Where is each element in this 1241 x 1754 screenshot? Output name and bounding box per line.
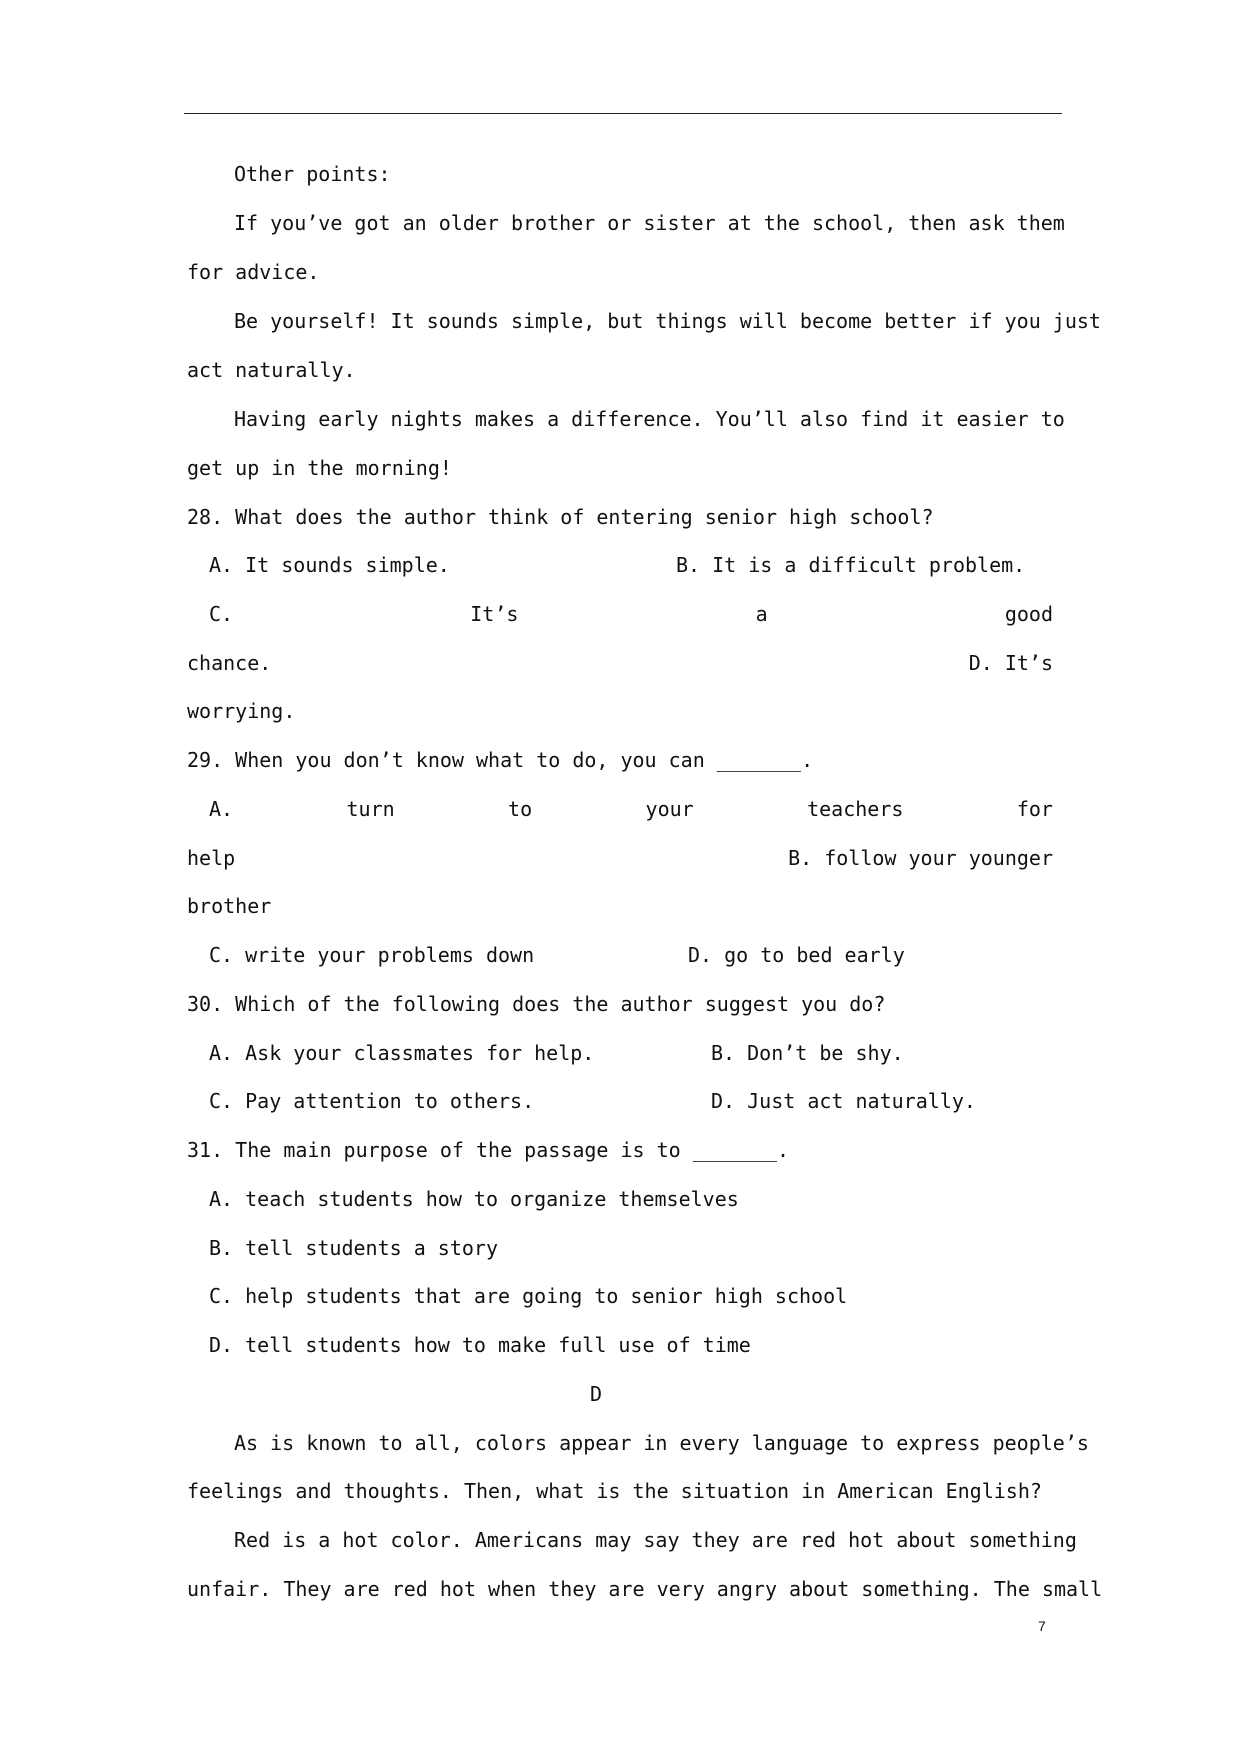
q29-option-c: C. write your problems down — [209, 943, 535, 967]
q28-option-b: B. It is a difficult problem. — [676, 553, 1026, 577]
word: good — [1004, 602, 1053, 626]
paragraph-line: act naturally. — [187, 358, 356, 382]
word: A. — [209, 797, 234, 821]
q29-option-b: B. follow your younger — [788, 846, 1053, 870]
word: C. — [209, 602, 234, 626]
question-30-stem: 30. Which of the following does the author suggest you do? — [187, 992, 886, 1016]
paragraph-line: for advice. — [187, 260, 320, 284]
paragraph-line: As is known to all, colors appear in every language to express people’s — [234, 1431, 1089, 1455]
word: for — [1016, 797, 1053, 821]
paragraph-line: If you’ve got an older brother or sister at the school, then ask them — [234, 211, 1065, 235]
page-number: 7 — [1038, 1618, 1046, 1634]
question-28-stem: 28. What does the author think of entering senior high school? — [187, 505, 934, 529]
q30-option-b: B. Don’t be shy. — [711, 1041, 904, 1065]
q28-option-d: D. It’s — [968, 651, 1053, 675]
word: It’s — [470, 602, 519, 626]
q28-option-c-d-line — [187, 651, 1053, 675]
header-rule — [184, 113, 1062, 114]
q29-option-d: D. go to bed early — [688, 943, 905, 967]
question-29-stem: 29. When you don’t know what to do, you can _______. — [187, 748, 814, 772]
q29-option-b-cont: brother — [187, 894, 272, 918]
section-d-heading: D — [590, 1382, 603, 1406]
q28-option-d-cont: worrying. — [187, 699, 296, 723]
q28-option-a: A. It sounds simple. — [209, 553, 450, 577]
q31-option-a: A. teach students how to organize themselves — [209, 1187, 739, 1211]
q31-option-b: B. tell students a story — [209, 1236, 498, 1260]
word: chance. — [187, 651, 272, 675]
paragraph-line: Red is a hot color. Americans may say they are red hot about something — [234, 1528, 1077, 1552]
word: a — [755, 602, 768, 626]
q30-option-c: C. Pay attention to others. — [209, 1089, 535, 1113]
q29-option-a — [209, 797, 1053, 821]
paragraph-line: feelings and thoughts. Then, what is the situation in American English? — [187, 1479, 1042, 1503]
q28-option-c — [209, 602, 1053, 626]
paragraph-line: unfair. They are red hot when they are very angry about something. The small — [187, 1577, 1103, 1601]
q30-option-d: D. Just act naturally. — [711, 1089, 976, 1113]
word: help — [187, 846, 236, 870]
word: turn — [346, 797, 395, 821]
word: to — [508, 797, 533, 821]
other-points-heading: Other points: — [234, 162, 391, 186]
q29-option-a-b-line — [187, 846, 1053, 870]
paragraph-line: Be yourself! It sounds simple, but things will become better if you just — [234, 309, 1101, 333]
word: your — [645, 797, 694, 821]
q30-option-a: A. Ask your classmates for help. — [209, 1041, 595, 1065]
q31-option-c: C. help students that are going to senior high school — [209, 1284, 848, 1308]
paragraph-line: Having early nights makes a difference. You’ll also find it easier to — [234, 407, 1065, 431]
paragraph-line: get up in the morning! — [187, 456, 452, 480]
word: teachers — [807, 797, 904, 821]
question-31-stem: 31. The main purpose of the passage is to _______. — [187, 1138, 790, 1162]
q31-option-d: D. tell students how to make full use of time — [209, 1333, 751, 1357]
